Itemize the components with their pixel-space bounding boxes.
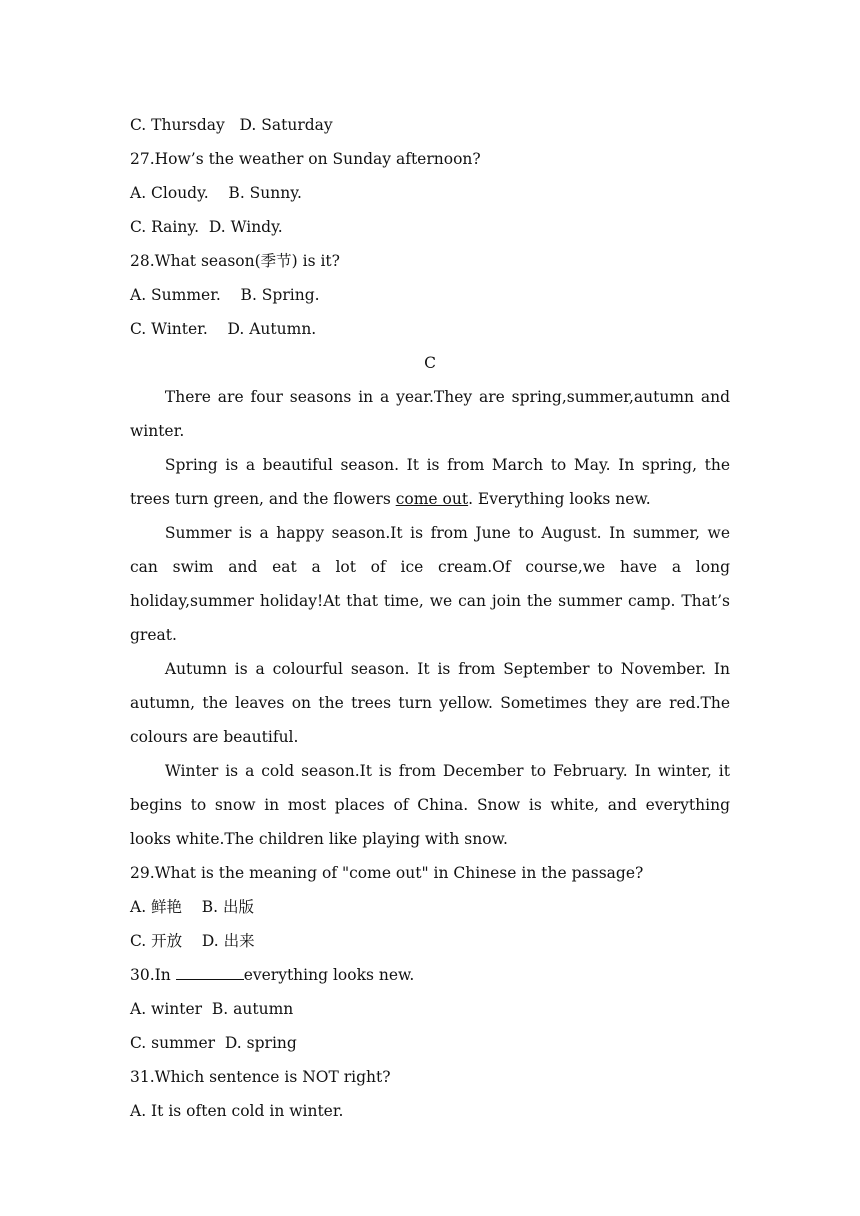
passage-paragraph-5: Winter is a cold season.It is from December to February. In winter, it begins to snow in most places of China. Snow is white, and everything looks white.The children like playing with snow. <box>130 762 730 848</box>
q30-stem-start: 30.In <box>130 966 176 984</box>
q28-options-ab: A. Summer. B. Spring. <box>130 286 320 304</box>
q31-stem: 31.Which sentence is NOT right? <box>130 1068 391 1086</box>
q30-stem <box>130 958 730 992</box>
q30-options-ab: A. winter B. autumn <box>130 1000 294 1018</box>
passage-paragraph-1: There are four seasons in a year.They are spring,summer,autumn and winter. <box>130 388 730 440</box>
page-content <box>130 108 730 1128</box>
passage-paragraph-3: Summer is a happy season.It is from June to August. In summer, we can swim and eat a lot of ice cream.Of course,we have a long holiday,summer holiday!At that time, we can join the summer camp. That’s great. <box>130 524 730 644</box>
q29-stem: 29.What is the meaning of "come out" in Chinese in the passage? <box>130 864 644 882</box>
q26-options-cd: C. Thursday D. Saturday <box>130 116 333 134</box>
q27-stem: 27.How’s the weather on Sunday afternoon? <box>130 150 481 168</box>
q30-options-cd: C. summer D. spring <box>130 1034 297 1052</box>
passage-paragraph-4: Autumn is a colourful season. It is from September to November. In autumn, the leaves on the trees turn yellow. Sometimes they are red.The colours are beautiful. <box>130 660 730 746</box>
q27-options-ab: A. Cloudy. B. Sunny. <box>130 184 302 202</box>
q29-options-ab: A. 鲜艳 B. 出版 <box>130 898 255 916</box>
underlined-phrase: come out <box>395 490 469 508</box>
q28-stem: 28.What season(季节) is it? <box>130 252 340 270</box>
q31-option-a: A. It is often cold in winter. <box>130 1102 344 1120</box>
passage-text: Spring is a beautiful season. It is from March to May. In spring, the trees turn green, and the flowers <box>130 456 730 508</box>
q27-options-cd: C. Rainy. D. Windy. <box>130 218 283 236</box>
q30-stem-end: everything looks new. <box>243 966 415 984</box>
q29-options-cd: C. 开放 D. 出来 <box>130 932 255 950</box>
section-heading: C <box>424 354 436 372</box>
q28-options-cd: C. Winter. D. Autumn. <box>130 320 317 338</box>
answer-blank <box>176 965 244 980</box>
passage-text: . Everything looks new. <box>468 490 651 508</box>
passage-paragraph-2 <box>130 448 730 516</box>
